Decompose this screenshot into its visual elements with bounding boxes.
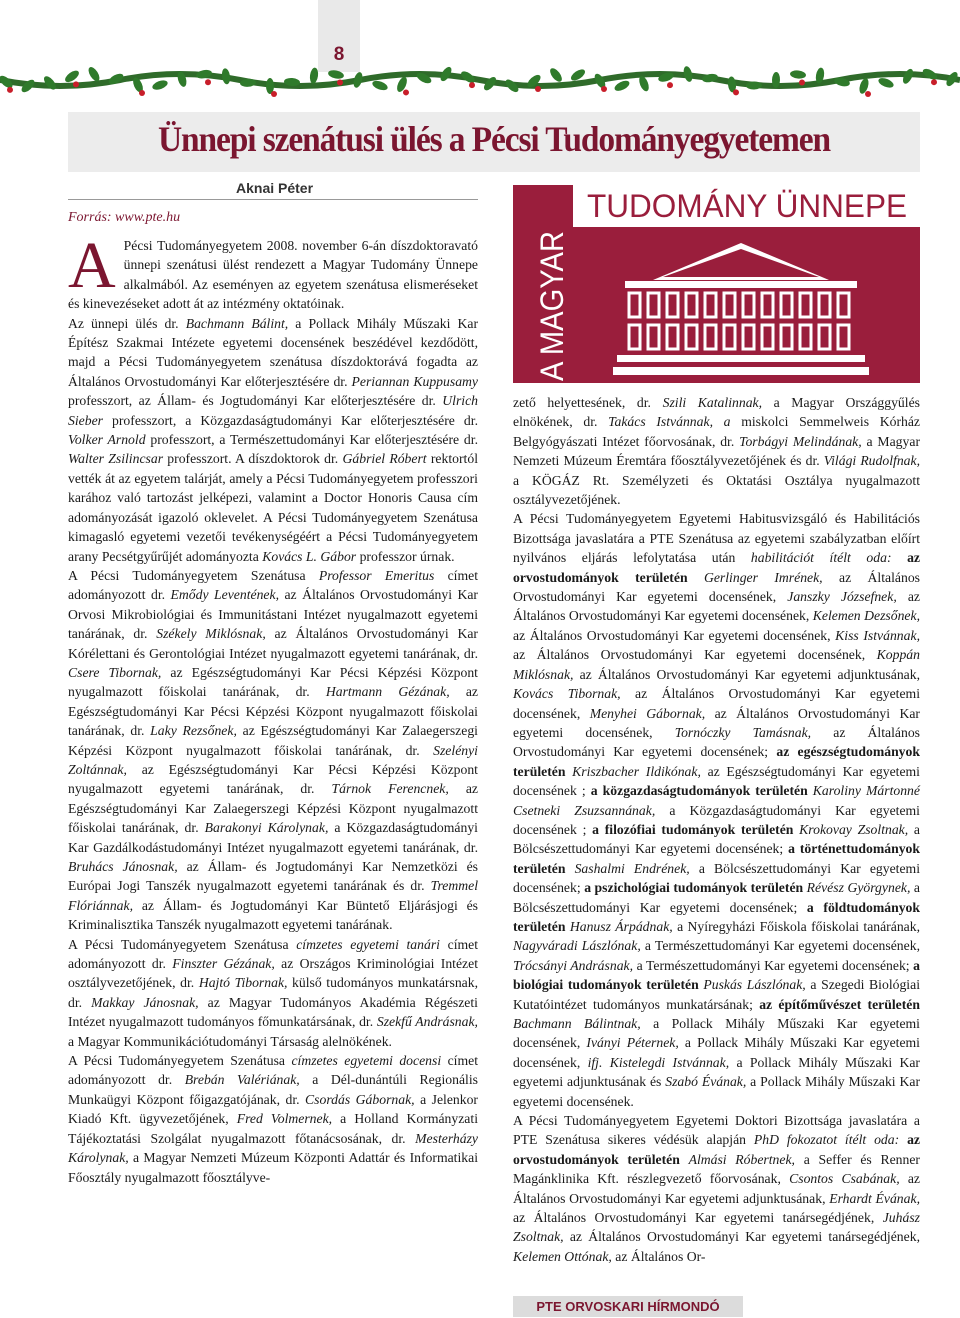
italic-text: Sashalmi Endrének, [574,860,690,876]
paragraph [68,314,478,566]
italic-text: Juhász Zsoltnak, [513,1210,920,1245]
text-run: a Magyar Nemzeti Múzeum Központi Adattár és Informatikai Főosztály nyugalmazott főosztályve- [68,1150,478,1185]
text-run [565,861,574,876]
holly-leaf-icon [613,79,631,93]
paragraph [513,509,920,1111]
text-run: az Általános Orvostudományi Kar egyetemi docensének, [513,569,921,605]
text-run: az Általános Orvostudományi Kar egyetemi tanársegédjének, [513,1210,883,1226]
text-run: az Általános Orvostudományi Kar egyetemi docensének, [513,705,920,740]
italic-text: Iványi Péternek, [586,1035,679,1051]
holly-berry-icon [799,80,805,86]
text-run: professzort. A díszdoktorok dr. [163,451,343,467]
bold-text: a közgazdaságtudományok területén [590,783,808,799]
italic-text: Tárnok Ferencnek, [331,781,449,797]
tudomany-unnepe-logo [513,185,920,383]
italic-text: Fred Volmernek, [236,1111,333,1127]
italic-text: Hanusz Árpádnak, [569,918,673,934]
italic-text: Csere Tibornak, [68,664,162,680]
paragraph [68,566,478,935]
italic-text: Erhardt Évának, [829,1190,920,1206]
text-run: az Általános Orvostudományi Kar egyetemi docensének, [513,686,920,721]
intro-paragraph [68,229,478,314]
text-run: a Seffer és Renner Magánklinika Kft. részlegvezető főorvosának, [513,1151,920,1187]
italic-text: Trócsányi Andrásnak, [513,957,634,973]
text-run [892,550,908,565]
holly-leaf-icon [309,67,319,84]
italic-text: Szekfű Andrásnak, [376,1014,478,1030]
italic-text: Volker Arnold [68,432,146,448]
holly-leaf-icon [151,79,169,92]
text-run: címet adományozott dr. [68,936,479,972]
text-run: a Természettudományi Kar egyetemi docensének, [640,938,920,954]
holly-berry-icon [931,79,937,85]
paragraph [513,393,920,509]
text-run [688,570,704,585]
holly-leaf-icon [221,68,231,85]
text-run: az Egészségtudományi Kar Pécsi Képzési Központ nyugalmazott főiskolai tanárának, dr. [68,684,478,739]
italic-text: Csontos Csabának, [789,1171,900,1187]
italic-text: Krokovay Zsoltnak, [799,821,909,837]
text-run: az Általános Orvostudományi Kar Kórélettani és Gerontológiai Intézet nyugalmazott egyetemi tanárának, dr. [68,626,478,661]
italic-text: Menyhei Gábornak, [589,705,706,721]
text-run: címet adományozott dr. [68,1053,478,1088]
text-run: a KÖGÁZ Rt. Személyzeti és Oktatási Osztálya nyugalmazott osztályvezetőjének. [513,472,920,508]
italic-text: Révész Györgynek, [806,880,911,896]
italic-text: Kovács L. Gábor [262,548,357,564]
italic-text: Laky Rezsőnek, [150,723,237,739]
text-run: a Holland Kormányzati Tájékoztatási Szolgálat nyugalmazott főtanácsosának, dr. [68,1111,478,1146]
text-run: a Pollack Mihály Műszaki Kar egyetemi adjunktusának és [513,1054,920,1090]
italic-text: Gerlinger Imrének, [703,569,823,585]
text-run: a Magyar Nemzeti Múzeum Éremtára főosztályvezetőjének és dr. [513,433,920,469]
text-run: A Pécsi Tudományegyetem Egyetemi Habitusvizsgáló és Habilitációs Bizottsága javaslatára a PTE Szenátusa az egyetemi szabályzatban előírt nyilvános eljárás lefolytatása után [513,511,920,566]
italic-text: Karoliny Mártonné Csetneki Zsuzsannának, [513,783,920,818]
text-run: az Egészségtudományi Kar Pécsi Képzési Központ nyugalmazott főiskolai tanárának, dr. [68,664,478,700]
holly-leaf-icon [63,68,81,84]
holly-leaf-icon [548,66,564,84]
paragraph [68,1051,478,1187]
text-run: a Pollack Mihály Műszaki Kar egyetemi docensének, [513,1035,920,1070]
text-run: a Közgazdaságtudományi Kar Gazdálkodástudományi Intézet nyugalmazott egyetemi tanárának, dr. [68,820,478,855]
holly-berry-icon [403,89,409,95]
text-run: az Országos Kriminológiai Intézet osztályvezetőjének, dr. [68,956,478,991]
text-run: professzort, a Természettudományi Kar előterjesztésére dr. [145,432,478,448]
italic-text: Janszky Józsefnek, [787,589,897,605]
holly-leaf-icon [371,79,389,92]
italic-text: Periannan Kuppusamy [351,373,478,389]
holly-berry-icon [733,89,739,95]
italic-text: címzetes egyetemi tanári [296,936,440,952]
holly-berry-icon [337,79,343,85]
holly-berry-icon [535,86,541,92]
italic-text: Szelényi Zoltánnak, [68,742,478,777]
holly-leaf-icon [877,76,895,89]
text-run: professzort, a Közgazdaságtudományi Kar előterjesztésére dr. [102,412,478,428]
text-run: a Pollack Mihály Műszaki Kar egyetemi docensének. [513,1074,921,1109]
italic-text: Tornóczky Tamásnak, [674,724,812,740]
text-run: Az ünnepi ülés dr. [68,315,186,331]
holly-leaf-icon [790,70,807,80]
source-line: Forrás: www.pte.hu [68,210,181,225]
text-run: az Általános Or- [611,1248,706,1264]
italic-text: Ulrich Sieber [68,393,478,428]
text-run: zető helyettesének, dr. [513,395,663,410]
text-run: a Dél-dunántúli Regionális Munkaügyi Központ főigazgatójának, dr. [68,1072,478,1107]
bold-text: a földtudományok területén [513,899,920,934]
text-run: a Közgazdaságtudományi Kar egyetemi docensének ; [513,802,920,837]
holly-berry-icon [271,91,277,97]
italic-text: Professor Emeritus [318,567,435,583]
bold-text: a pszichológiai tudományok területén [584,880,804,896]
italic-text: Hajtó Tibornak, [198,975,288,991]
text-run: a Magyar Országgyűlés elnökének, dr. [513,395,920,430]
footer-publication-name: PTE ORVOSKARI HÍRMONDÓ [513,1296,743,1317]
text-run: az Egészségtudományi Kar Pécsi Képzési Központ nyugalmazott egyetemi tanárának, dr. [68,761,478,797]
text-run: a Jelenkor Kiadó Kft. ügyvezetőjének, [68,1091,478,1127]
text-run: a Bölcsészettudományi Kar egyetemi docensének; [513,880,921,915]
italic-text: Székely Miklósnak, [156,626,266,642]
italic-text: Almási Róbertnek, [688,1151,795,1167]
italic-text: Világi Rudolfnak, [823,453,921,469]
text-run: az Általános Orvostudományi Kar Orvosi Mikrobiológiai és Immunitástani Intézet nyugalmazott egyetemi tanárának, dr. [68,587,478,642]
text-run [680,1152,689,1167]
text-run: címet adományozott dr. [68,567,479,603]
italic-text: ifj. Kistelegdi Istvánnak, [587,1054,730,1070]
holly-leaf-icon [327,69,344,80]
holly-berry-icon [469,82,475,88]
text-run: külső tudományos munkatársnak, dr. [68,975,479,1010]
holly-berry-icon [139,90,145,96]
text-run: az Magyar Tudományos Akadémia Régészeti Intézet nyugalmazott tudományos főmunkatársának, dr. [68,994,478,1030]
text-run: az Általános Orvostudományi Kar egyetemi docensének; [513,724,921,760]
bold-text: a történettudományok területén [513,841,920,876]
italic-text: Torbágyi Melindának, [739,433,862,449]
italic-text: Emődy Leventének, [170,587,279,603]
italic-text: Gábriel Róbert [342,451,427,467]
holly-berry-icon [601,86,607,92]
text-run: a Szegedi Biológiai Kutatóintézet tudományos munkatársának; [513,977,920,1012]
text-run: a Bölcsészettudományi Kar egyetemi docensének; [513,821,921,857]
bold-text: az orvostudományok területén [513,550,920,585]
italic-text: Walter Zsilincsar [68,451,164,467]
bold-text: az egészségtudományok területén [513,744,920,779]
italic-text: Hartmann Gézának, [325,684,450,700]
italic-text: habilitációt ítélt oda: [750,550,892,566]
italic-text: Bachmann Bálint, [185,315,289,331]
text-run: A Pécsi Tudományegyetem Szenátusa [68,1053,292,1069]
italic-text: Szabó Évának, [665,1074,747,1090]
italic-text: Kelemen Dezsőnek, [812,608,920,624]
italic-text: Puskás Lászlónak, [703,977,806,993]
logo-side-text: A MAGYAR [534,216,570,381]
italic-text: Mesterházy Károlynak, [68,1130,478,1166]
italic-text: Kiss Istvánnak, [835,627,920,643]
text-run: A Pécsi Tudományegyetem Szenátusa [68,936,297,952]
italic-text: Makkay Jánosnak, [91,994,199,1010]
holly-berry-icon [7,87,13,93]
holly-berry-icon [205,79,211,85]
text-run: professzort, az Állam- és Jogtudományi Kar előterjesztésére dr. [68,393,443,409]
right-column [513,393,920,1266]
text-run: az Egészségtudományi Kar Zalaegerszegi Képzési Központ nyugalmazott főiskolai tanárának, dr. [68,781,478,836]
intro-text: Pécsi Tudományegyetem 2008. november 6-án díszdoktoravató ünnepi szenátusi ülést rendezett a Magyar Tudomány Ünnepe alkalmából. Az eseményen az egyetem szenátusa elismeréseket és kinevezéseket adott át az intézmény oktatóinak. [68,238,478,312]
italic-text: Bachmann Bálintnak, [513,1016,641,1031]
text-run: az Egészségtudományi Kar Zalaegerszegi Képzési Központ nyugalmazott főiskolai tanárának, dr. [68,723,478,758]
text-run: a Pollack Mihály Műszaki Kar Építész Szakmai Intézete egyetemi docensének beszédével kezdődött, majd a Pécsi Tudományegyetem szenátusa díszdoktorává fogadta az Általános Orvostudományi Kar előterjesztésére dr. [68,315,478,389]
text-run: a Nyíregyházi Főiskola főiskolai tanárának, [672,918,921,934]
text-run: az Állam- és Jogtudományi Kar Nemzetközi és Európai Jogi Tanszék nyugalmazott egyetemi tanárának és dr. [68,859,478,894]
bold-text: a biológiai tudományok területén [513,957,920,993]
text-run: a Bölcsészettudományi Kar egyetemi docensének; [513,860,920,896]
text-run: a Magyar Kommunikációtudományi Társaság alelnökének. [68,1033,392,1049]
text-run: az Állam- és Jogtudományi Kar Büntető Eljárásjogi és Kriminalisztika Tanszék nyugalmazott egyetemi tanárának. [68,897,478,933]
text-run: A Pécsi Tudományegyetem Szenátusa [68,567,319,583]
italic-text: Csordás Gábornak, [305,1091,415,1107]
holly-berry-icon [667,82,673,88]
italic-text: Nagyváradi Lászlónak, [513,938,641,954]
italic-text: címzetes egyetemi docensi [291,1053,442,1069]
bold-text: az orvostudományok területén [513,1132,920,1167]
text-run: a Természettudományi Kar egyetemi docensének; [633,957,914,973]
italic-text: Szili Katalinnak, [662,395,763,410]
text-run: rektortól vették át az egyetem talárját, amely a Pécsi Tudományegyetem professzori karához való tartozást jelképezi, valamint a Doctor Honoris Causa cím adományozását igazoló oklevelet. A Pécsi Tudományegyetem Szenátusa kimagasló egyetemi vezetői tevékenységéért a Pécsi Tudományegyetem arany Pecsétgyűrűjét adományozta [68,451,479,564]
italic-text: Finszter Gézának, [172,956,275,972]
italic-text: Brebán Valériának, [184,1072,300,1088]
italic-text: Kelemen Ottónak, [513,1248,612,1264]
text-run [899,1132,907,1147]
article-title: Ünnepi szenátusi ülés a Pécsi Tudományegyetemen [157,119,831,159]
italic-text: Kriszbacher Ildikónak, [572,763,701,779]
text-run: miskolci Semmelweis Kórház Belgyógyászati Intézet főorvosának, dr. [513,414,920,449]
text-run: az Általános Orvostudományi Kar egyetemi docensének, [513,627,836,643]
text-run: az Általános Orvostudományi Kar egyetemi tanársegédjének, [563,1229,920,1245]
bold-text: a filozófiai tudományok területén [592,821,794,837]
title-rule [68,199,478,200]
italic-text: PhD fokozatot ítélt oda: [753,1132,900,1148]
page-number: 8 [318,0,360,72]
italic-text: Tremmel Flóriánnak, [68,878,478,913]
bold-text: az építőművészet területén [759,996,920,1012]
italic-text: Bruhács Jánosnak, [68,859,178,874]
holly-garland-decoration [0,66,960,102]
holly-berry-icon [865,91,871,97]
author-name: Aknai Péter [236,180,314,196]
text-run: az Általános Orvostudományi Kar egyetemi adjunktusának, [513,1171,920,1206]
text-run: az Általános Orvostudományi Kar egyetemi docensének, [513,647,877,663]
italic-text: Takács Istvánnak, a [608,414,731,430]
text-run: az Egészségtudományi Kar egyetemi docensének ; [513,763,920,799]
text-run: A Pécsi Tudományegyetem Egyetemi Doktori Bizottsága javaslatára a PTE Szenátusa sikeres védésük alapján [513,1113,920,1148]
paragraph [68,935,478,1051]
drop-cap: A [68,229,116,302]
left-column [68,229,479,1187]
italic-text: Koppán Miklósnak, [513,647,920,682]
holly-berry-icon [73,81,79,87]
text-run: az Általános Orvostudományi Kar egyetemi adjunktusának, [573,666,920,682]
text-run: professzor úrnak. [356,548,455,564]
italic-text: Barakonyi Károlynak, [204,820,329,836]
logo-title: TUDOMÁNY ÜNNEPE [587,188,907,224]
text-run: a Pollack Mihály Műszaki Kar egyetemi docensének, [513,1016,920,1051]
paragraph [513,1111,920,1266]
italic-text: Kovács Tibornak, [513,686,621,702]
text-run: az Általános Orvostudományi Kar egyetemi docensének, [513,589,920,624]
